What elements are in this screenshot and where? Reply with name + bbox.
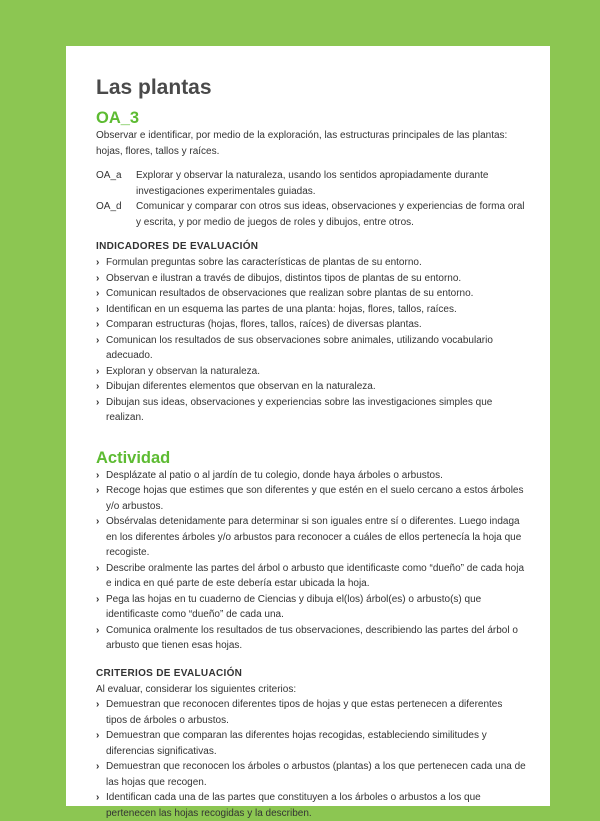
document-content (66, 46, 550, 821)
objective-code: OA_d (96, 201, 122, 212)
criteria-intro: Al evaluar, considerar los siguientes criterios: (96, 683, 297, 695)
objectives-table (96, 168, 526, 230)
list-item: › Pega las hojas en tu cuaderno de Ciencias y dibuja el(los) árbol(es) o arbusto(s) que identificaste como “dueño” de cada una. (96, 592, 526, 623)
list-item: › Formulan preguntas sobre las características de plantas de su entorno. (96, 255, 526, 271)
list-item: › Demuestran que reconocen diferentes tipos de hojas y que estas pertenecen a diferentes tipos de árboles o arbustos. (96, 697, 526, 728)
list-item: › Comunica oralmente los resultados de tus observaciones, describiendo las partes del árbol o arbusto que tienen esas hojas. (96, 623, 526, 654)
list-item: › Demuestran que comparan las diferentes hojas recogidas, estableciendo similitudes y diferencias significativas. (96, 728, 526, 759)
list-item: › Demuestran que reconocen los árboles o arbustos (plantas) a los que pertenecen cada una de las hojas que recogen. (96, 759, 526, 790)
objective-row (96, 199, 526, 230)
list-item: › Identifican cada una de las partes que constituyen a los árboles o arbustos a los que pertenecen las hojas recogidas y la describen. (96, 790, 526, 821)
list-item: › Obsérvalas detenidamente para determinar si son iguales entre sí o diferentes. Luego indaga en los diferentes árboles y/o arbustos para reconocer a cuáles de ellos pertenecía la hoja que recogiste. (96, 514, 526, 561)
list-item: › Observan e ilustran a través de dibujos, distintos tipos de plantas de su entorno. (96, 271, 526, 287)
objective-text: Comunicar y comparar con otros sus ideas, observaciones y experiencias de forma oral y escrita, y por medio de juegos de roles y dibujos, entre otros. (136, 201, 525, 228)
oa-description: Observar e identificar, por medio de la exploración, las estructuras principales de las plantas: hojas, flores, tallos y raíces. (96, 130, 508, 157)
list-item: › Describe oralmente las partes del árbol o arbusto que identificaste como “dueño” de cada hoja e indica en qué parte de este debería estar ubicada la hoja. (96, 561, 526, 592)
list-item: › Recoge hojas que estimes que son diferentes y que estén en el suelo cercano a estos árboles y/o arbustos. (96, 483, 526, 514)
list-item: › Dibujan diferentes elementos que observan en la naturaleza. (96, 379, 526, 395)
list-item: › Comunican resultados de observaciones que realizan sobre plantas de su entorno. (96, 286, 526, 302)
objective-row (96, 168, 526, 199)
list-item: › Comparan estructuras (hojas, flores, tallos, raíces) de diversas plantas. (96, 317, 526, 333)
oa-code: OA_3 (96, 109, 140, 127)
page-title: Las plantas (96, 76, 212, 99)
activity-title: Actividad (96, 448, 171, 467)
indicators-title: INDICADORES DE EVALUACIÓN (96, 241, 259, 252)
list-item: › Identifican en un esquema las partes de una planta: hojas, flores, tallos, raíces. (96, 302, 526, 318)
objective-text: Explorar y observar la naturaleza, usando los sentidos apropiadamente durante investigaciones experimentales guiadas. (136, 170, 489, 197)
criteria-list (96, 697, 526, 821)
list-item: › Desplázate al patio o al jardín de tu colegio, donde haya árboles o arbustos. (96, 468, 526, 484)
list-item: › Exploran y observan la naturaleza. (96, 364, 526, 380)
criteria-title: CRITERIOS DE EVALUACIÓN (96, 667, 243, 679)
indicators-list (96, 255, 526, 426)
objective-code: OA_a (96, 170, 122, 181)
activity-list (96, 468, 526, 654)
document-page (66, 46, 550, 819)
list-item: › Comunican los resultados de sus observaciones sobre animales, utilizando vocabulario adecuado. (96, 333, 526, 364)
list-item: › Dibujan sus ideas, observaciones y experiencias sobre las investigaciones simples que realizan. (96, 395, 526, 426)
